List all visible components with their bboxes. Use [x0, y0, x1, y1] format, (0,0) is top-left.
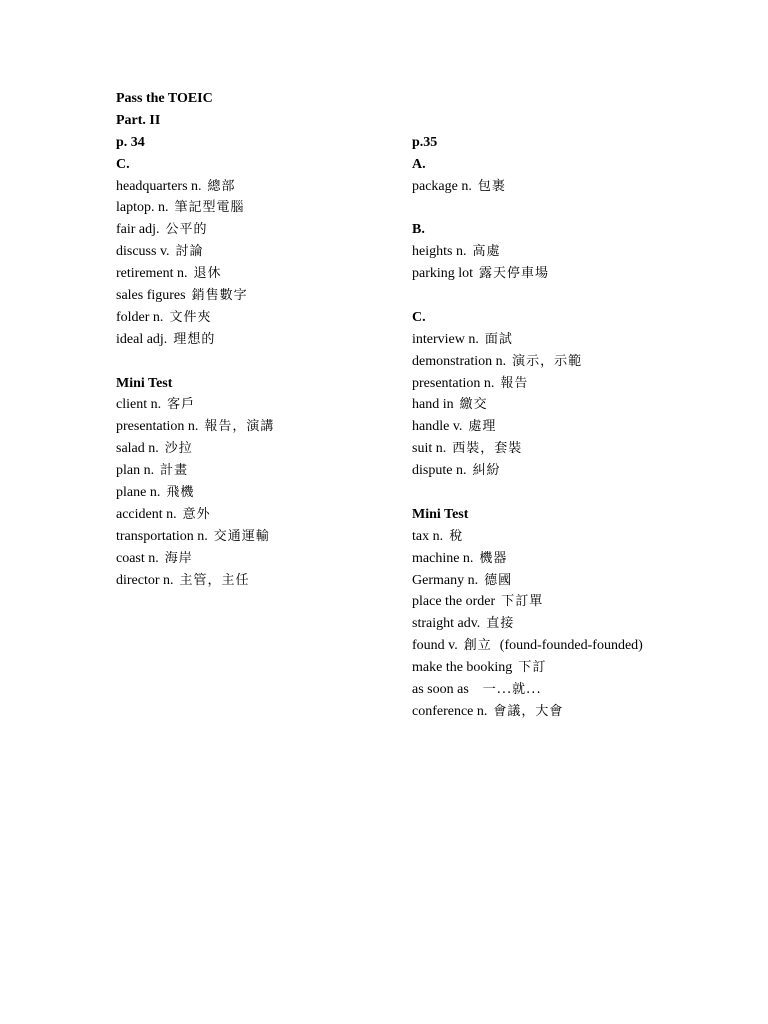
vocab-entry: [116, 285, 396, 307]
left-column: [116, 88, 396, 591]
section-heading-c-right: C.: [412, 309, 426, 325]
entry-chinese: 報告: [500, 375, 529, 391]
vocab-entry: [412, 241, 752, 263]
section-heading-mini-test-left: Mini Test: [116, 375, 173, 391]
right-column: [412, 88, 752, 723]
entry-english: heights n.: [412, 244, 467, 260]
vocab-entry: [412, 176, 752, 198]
vocab-entry: [412, 548, 752, 570]
entry-english: sales figures: [116, 288, 186, 304]
vocab-entry: [412, 416, 752, 438]
vocab-entry: [412, 373, 752, 395]
entry-chinese: 退休: [193, 266, 222, 282]
entry-english: parking lot: [412, 266, 474, 282]
vocab-entry: [116, 263, 396, 285]
entry-chinese: 下訂單: [501, 594, 544, 610]
spacer: [412, 110, 752, 132]
vocab-entry: [412, 526, 752, 548]
vocab-entry: [412, 394, 752, 416]
vocab-entry: [412, 657, 752, 679]
entry-english: hand in: [412, 397, 454, 413]
page-label-left: p. 34: [116, 134, 145, 150]
entry-chinese: 客戶: [167, 397, 196, 413]
section-heading-mini-test-right: Mini Test: [412, 506, 469, 522]
entry-english: interview n.: [412, 331, 479, 347]
entry-chinese: 討論: [175, 244, 204, 260]
vocab-entry: [116, 329, 396, 351]
spacer: [412, 197, 752, 219]
entry-chinese: 下訂: [518, 660, 547, 676]
vocab-entry: [116, 219, 396, 241]
page-label-right: p.35: [412, 134, 438, 150]
entry-english: retirement n.: [116, 266, 188, 282]
vocab-entry: [412, 460, 752, 482]
part-label: Part. II: [116, 112, 161, 128]
entry-chinese: 文件夾: [169, 309, 212, 325]
entry-chinese: 面試: [484, 331, 513, 347]
entry-chinese: 一...就...: [482, 682, 542, 698]
entry-chinese: 意外: [182, 506, 211, 522]
entry-english: coast n.: [116, 550, 159, 566]
entry-english: as soon as: [412, 682, 469, 698]
entry-english: place the order: [412, 594, 496, 610]
entry-english: headquarters n.: [116, 178, 202, 194]
entry-english: accident n.: [116, 506, 177, 522]
entry-english: client n.: [116, 397, 162, 413]
spacer: [412, 285, 752, 307]
entry-chinese: 會議，大會: [493, 703, 564, 719]
entry-english: transportation n.: [116, 528, 208, 544]
vocab-entry: [116, 526, 396, 548]
vocab-entry: [412, 438, 752, 460]
vocab-entry: [116, 176, 396, 198]
entry-english: straight adv.: [412, 616, 481, 632]
vocab-entry: [412, 570, 752, 592]
entry-english: plane n.: [116, 485, 161, 501]
entry-chinese: 處理: [468, 419, 497, 435]
entry-english: conference n.: [412, 703, 488, 719]
vocab-entry: [412, 351, 752, 373]
vocab-entry: [116, 416, 396, 438]
vocab-entry: [412, 613, 752, 635]
entry-chinese: 糾紛: [472, 463, 501, 479]
entry-chinese: 沙拉: [164, 441, 193, 457]
entry-english: presentation n.: [116, 419, 199, 435]
entry-english: tax n.: [412, 528, 444, 544]
vocab-entry: [412, 679, 752, 701]
spacer: [412, 88, 752, 110]
spacer: [412, 482, 752, 504]
entry-english: laptop. n.: [116, 200, 169, 216]
entry-english: discuss v.: [116, 244, 170, 260]
spacer: [116, 351, 396, 373]
vocab-entry: [412, 591, 752, 613]
document-title: Pass the TOEIC: [116, 91, 213, 106]
vocab-entry: [116, 460, 396, 482]
entry-chinese: 銷售數字: [191, 288, 248, 304]
entry-chinese: 計畫: [160, 463, 189, 479]
entry-chinese: 直接: [486, 616, 515, 632]
vocab-entry: [116, 307, 396, 329]
entry-chinese: 繳交: [459, 397, 488, 413]
entry-english: presentation n.: [412, 375, 495, 391]
vocab-entry: [412, 701, 752, 723]
entry-english: demonstration n.: [412, 353, 507, 369]
vocab-entry: [412, 635, 752, 657]
vocab-entry: [116, 570, 396, 592]
entry-chinese: 交通運輸: [213, 528, 270, 544]
entry-chinese: 主管，主任: [179, 572, 250, 588]
vocab-entry: [116, 504, 396, 526]
entry-english: machine n.: [412, 550, 474, 566]
entry-chinese: 露天停車場: [479, 266, 550, 282]
entry-chinese: 總部: [207, 178, 236, 194]
vocab-entry: [116, 438, 396, 460]
entry-english: package n.: [412, 178, 472, 194]
entry-english: Germany n.: [412, 572, 479, 588]
vocab-entry: [116, 482, 396, 504]
entry-chinese: 稅: [449, 528, 464, 544]
entry-chinese: 公平的: [165, 222, 208, 238]
entry-chinese: 飛機: [166, 485, 195, 501]
entry-chinese: 機器: [479, 550, 508, 566]
entry-english: salad n.: [116, 441, 159, 457]
entry-english: folder n.: [116, 309, 164, 325]
entry-chinese: 西裝，套裝: [452, 441, 523, 457]
entry-chinese: 演示，示範: [512, 353, 583, 369]
entry-english: suit n.: [412, 441, 447, 457]
entry-english: found v.: [412, 638, 458, 654]
section-heading-c-left: C.: [116, 156, 130, 172]
vocab-entry: [116, 548, 396, 570]
entry-english: director n.: [116, 572, 174, 588]
entry-chinese: 高處: [472, 244, 501, 260]
entry-chinese: 理想的: [173, 331, 216, 347]
entry-english: plan n.: [116, 463, 155, 479]
entry-chinese: 包裹: [477, 178, 506, 194]
vocab-entry: [116, 197, 396, 219]
vocab-entry: [116, 241, 396, 263]
entry-chinese: 海岸: [164, 550, 193, 566]
entry-english: dispute n.: [412, 463, 467, 479]
entry-english: handle v.: [412, 419, 463, 435]
vocab-entry: [412, 329, 752, 351]
vocab-entry: [116, 394, 396, 416]
entry-english: make the booking: [412, 660, 513, 676]
section-heading-b: B.: [412, 222, 425, 238]
entry-chinese: 創立: [463, 638, 492, 654]
entry-english: ideal adj.: [116, 331, 168, 347]
vocab-entry: [412, 263, 752, 285]
entry-chinese: 德國: [484, 572, 513, 588]
entry-chinese: 筆記型電腦: [174, 200, 245, 216]
section-heading-a: A.: [412, 156, 426, 172]
entry-english: fair adj.: [116, 222, 160, 238]
entry-note: (found-founded-founded): [499, 638, 643, 654]
entry-chinese: 報告，演講: [204, 419, 275, 435]
